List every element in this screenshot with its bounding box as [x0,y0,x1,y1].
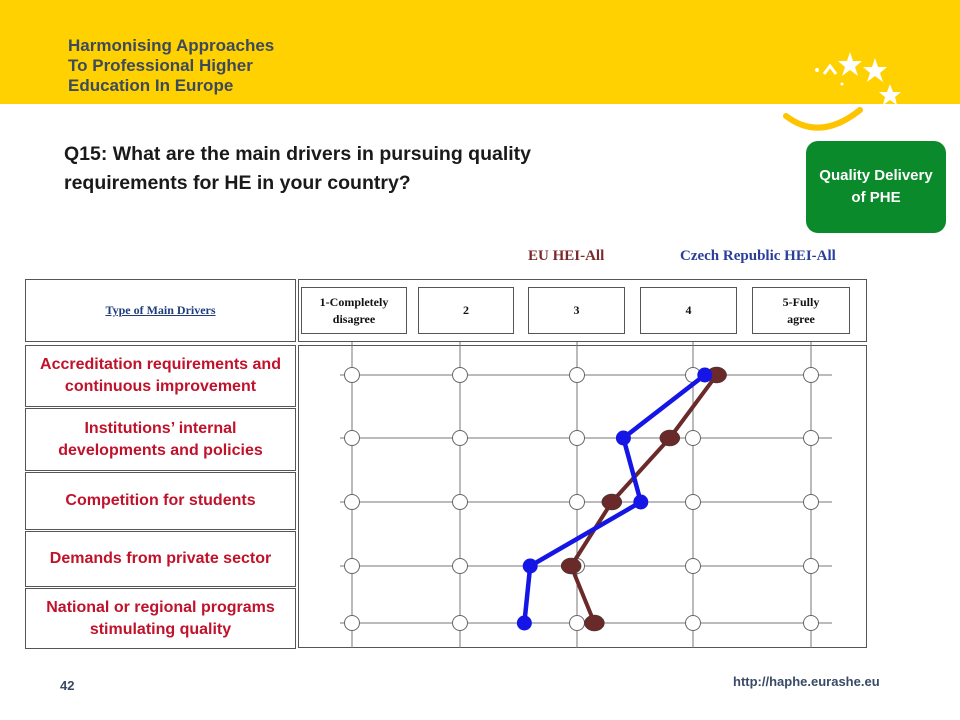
category-5-line-1: National or regional programs [46,598,275,616]
scale-marker-r4-c5 [804,559,819,574]
scale-label-2-text: 2 [463,303,469,317]
category-5-line-2: stimulating quality [89,620,232,638]
footer-url: http://haphe.eurashe.eu [733,674,880,689]
series-2-point-2 [616,431,631,446]
scale-marker-r2-c4 [686,431,701,446]
scale-marker-r2-c5 [804,431,819,446]
series-2-point-4 [523,559,538,574]
scale-marker-r1-c5 [804,368,819,383]
series-1-point-2 [660,430,680,446]
series-2-point-5 [517,616,532,631]
scale-marker-r3-c4 [686,495,701,510]
category-3-text: Competition for students [65,492,256,509]
legend-eu-hei-all: EU HEI-All [528,248,605,264]
scale-marker-r5-c3 [570,616,585,631]
series-1-point-5 [584,615,604,631]
scale-label-1-line-1: 1-Completely [319,294,389,309]
category-1-line-2: continuous improvement [64,378,257,395]
scale-marker-r5-c2 [453,616,468,631]
scale-marker-r3-c5 [804,495,819,510]
badge-line-2: of PHE [851,189,901,206]
series-2-point-1 [697,368,712,383]
series-2-point-3 [633,495,648,510]
scale-marker-r1-c1 [345,368,360,383]
scale-label-1-line-2: disagree [332,311,376,326]
scale-label-5-line-1: 5-Fully [782,294,820,309]
category-4-text: Demands from private sector [49,550,272,567]
scale-label-5-line-2: agree [787,311,815,326]
scale-marker-r4-c4 [686,559,701,574]
category-1-line-1: Accreditation requirements and [40,356,281,373]
question-line-1: Q15: What are the main drivers in pursuing quality [64,143,532,165]
scale-marker-r2-c1 [345,431,360,446]
scale-marker-r2-c2 [453,431,468,446]
category-2-line-2: developments and policies [58,441,263,459]
series-1-point-3 [602,494,622,510]
scale-marker-r1-c3 [570,368,585,383]
scale-marker-r3-c1 [345,495,360,510]
scale-marker-r5-c4 [686,616,701,631]
scale-marker-r3-c3 [570,495,585,510]
scale-marker-r2-c3 [570,431,585,446]
page-number: 42 [60,678,75,693]
category-2-line-1: Institutions’ internal [84,419,237,437]
legend-czech-republic-hei-all: Czech Republic HEI-All [680,248,836,264]
series-1-point-4 [561,558,581,574]
question-line-2: requirements for HE in your country? [64,172,411,194]
scale-label-4-text: 4 [685,303,692,317]
type-of-drivers-label: Type of Main Drivers [105,303,216,317]
scale-marker-r4-c2 [453,559,468,574]
scale-marker-r3-c2 [453,495,468,510]
scale-marker-r5-c1 [345,616,360,631]
scale-marker-r4-c1 [345,559,360,574]
banner-title-line-1: Harmonising Approaches [68,36,275,55]
banner-title-line-3: Education In Europe [68,76,234,95]
banner-title-line-2: To Professional Higher [68,56,253,75]
scale-marker-r1-c2 [453,368,468,383]
scale-label-3-text: 3 [573,303,580,317]
scale-marker-r5-c5 [804,616,819,631]
badge-line-1: Quality Delivery [819,167,933,184]
